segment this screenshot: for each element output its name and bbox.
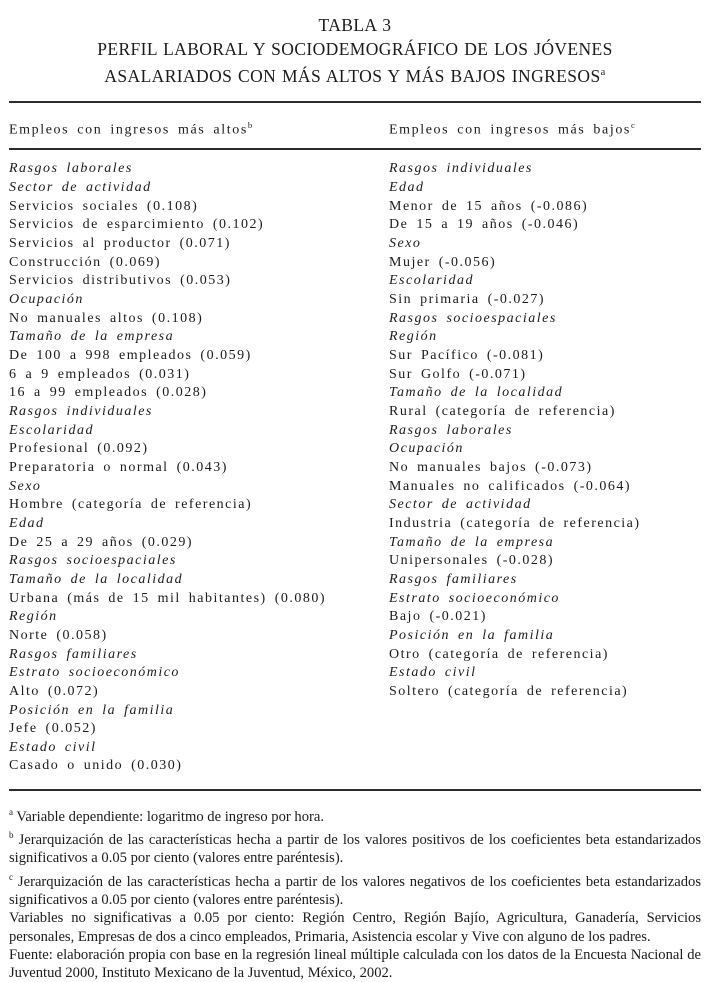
footnote: Variables no significativas a 0.05 por ciento: Región Centro, Región Bajío, Agricultura, Ganadería, Servicios personales, Empresas de dos a cinco empleados, Primaria, Asistencia escolar y Vive con alguno de los padres. bbox=[9, 910, 701, 945]
category-row: Rasgos laborales bbox=[389, 422, 513, 438]
category-row: Edad bbox=[389, 180, 425, 196]
item-row: Alto (0.072) bbox=[9, 683, 100, 699]
category-row: Escolaridad bbox=[9, 422, 94, 438]
item-row: Bajo (-0.021) bbox=[389, 609, 487, 625]
item-row: Rural (categoría de referencia) bbox=[389, 404, 616, 420]
item-row: No manuales altos (0.108) bbox=[9, 310, 204, 326]
category-row: Sector de actividad bbox=[389, 497, 532, 513]
category-row: Posición en la familia bbox=[9, 702, 175, 718]
category-row: Rasgos individuales bbox=[9, 404, 153, 420]
item-row: Menor de 15 años (-0.086) bbox=[389, 198, 589, 214]
category-row: Estrato socioeconómico bbox=[389, 590, 560, 606]
category-row: Rasgos socioespaciales bbox=[389, 310, 557, 326]
column-bajos bbox=[389, 160, 701, 776]
table-header-row bbox=[9, 116, 701, 140]
item-row: Sur Golfo (-0.071) bbox=[389, 366, 527, 382]
item-row: Manuales no calificados (-0.064) bbox=[389, 478, 632, 494]
item-row: Soltero (categoría de referencia) bbox=[389, 683, 629, 699]
item-row: De 15 a 19 años (-0.046) bbox=[389, 217, 580, 233]
category-row: Tamaño de la localidad bbox=[9, 571, 184, 587]
category-row: Sexo bbox=[9, 478, 42, 494]
table-body bbox=[9, 150, 701, 776]
item-row: Servicios al productor (0.071) bbox=[9, 236, 231, 252]
item-row: Profesional (0.092) bbox=[9, 441, 149, 457]
footnote-mark: a bbox=[9, 807, 14, 818]
category-row: Rasgos individuales bbox=[389, 161, 533, 177]
category-row: Rasgos familiares bbox=[9, 646, 138, 662]
category-row: Escolaridad bbox=[389, 273, 474, 289]
category-row: Ocupación bbox=[389, 441, 464, 457]
item-row: Jefe (0.052) bbox=[9, 721, 97, 737]
item-row: No manuales bajos (-0.073) bbox=[389, 459, 593, 475]
category-row: Tamaño de la empresa bbox=[9, 329, 175, 345]
category-row: Rasgos laborales bbox=[9, 161, 133, 177]
category-row: Sexo bbox=[389, 236, 422, 252]
category-row: Estado civil bbox=[9, 739, 97, 755]
category-row: Región bbox=[389, 329, 438, 345]
table-top-rule bbox=[9, 101, 701, 103]
item-row: Servicios de esparcimiento (0.102) bbox=[9, 217, 265, 233]
table-number: TABLA 3 bbox=[318, 15, 392, 35]
footnote: $^a$ Variable dependiente: logaritmo de ingreso por hora. bbox=[9, 807, 324, 825]
item-row: Casado o unido (0.030) bbox=[9, 758, 183, 774]
title-footnote-mark: a bbox=[600, 67, 606, 78]
category-row: Posición en la familia bbox=[389, 627, 555, 643]
header-footnote-mark-b: b bbox=[247, 119, 253, 130]
item-row: 16 a 99 empleados (0.028) bbox=[9, 385, 208, 401]
category-row: Tamaño de la empresa bbox=[389, 534, 555, 550]
table-title-block bbox=[9, 0, 701, 88]
footnote: $^b$ Jerarquización de las características hecha a partir de los valores positivos de los coeficientes beta estandarizados significativos a 0.05 por ciento (valores entre paréntesis). bbox=[9, 830, 701, 867]
item-row: Servicios sociales (0.108) bbox=[9, 198, 199, 214]
category-row: Estrato socioeconómico bbox=[9, 665, 180, 681]
item-row: De 100 a 998 empleados (0.059) bbox=[9, 348, 252, 364]
item-row: Sur Pacífico (-0.081) bbox=[389, 348, 545, 364]
item-row: Urbana (más de 15 mil habitantes) (0.080) bbox=[9, 590, 327, 606]
category-row: Ocupación bbox=[9, 292, 84, 308]
category-row: Edad bbox=[9, 515, 45, 531]
item-row: Unipersonales (-0.028) bbox=[389, 553, 555, 569]
item-row: Otro (categoría de referencia) bbox=[389, 646, 609, 662]
footnotes-block bbox=[9, 803, 701, 982]
column-altos bbox=[9, 160, 389, 776]
category-row: Región bbox=[9, 609, 58, 625]
table-title-line1: PERFIL LABORAL Y SOCIODEMOGRÁFICO DE LOS JÓVENES bbox=[97, 39, 613, 59]
category-row: Rasgos socioespaciales bbox=[9, 553, 177, 569]
item-row: Industria (categoría de referencia) bbox=[389, 515, 641, 531]
category-row: Tamaño de la localidad bbox=[389, 385, 564, 401]
item-row: Construcción (0.069) bbox=[9, 254, 161, 270]
footnote-mark: b bbox=[9, 830, 14, 841]
item-row: Mujer (-0.056) bbox=[389, 254, 497, 270]
footnote: $^c$ Jerarquización de las características hecha a partir de los valores negativos de los coeficientes beta estandarizados significativos a 0.05 por ciento (valores entre paréntesis). bbox=[9, 871, 701, 908]
item-row: Sin primaria (-0.027) bbox=[389, 292, 546, 308]
column-header-altos: Empleos con ingresos más altos$^b$ bbox=[9, 119, 253, 138]
column-header-bajos: Empleos con ingresos más bajos$^c$ bbox=[389, 119, 635, 138]
category-row: Rasgos familiares bbox=[389, 571, 518, 587]
category-row: Estado civil bbox=[389, 665, 477, 681]
footnote-mark: c bbox=[9, 871, 14, 882]
table-title-line2: ASALARIADOS CON MÁS ALTOS Y MÁS BAJOS INGRESOS$^a$ bbox=[104, 65, 606, 86]
category-row: Sector de actividad bbox=[9, 180, 152, 196]
table-bottom-rule bbox=[9, 789, 701, 791]
header-footnote-mark-c: c bbox=[630, 119, 635, 130]
item-row: 6 a 9 empleados (0.031) bbox=[9, 366, 191, 382]
item-row: De 25 a 29 años (0.029) bbox=[9, 534, 194, 550]
item-row: Hombre (categoría de referencia) bbox=[9, 497, 253, 513]
item-row: Norte (0.058) bbox=[9, 627, 108, 643]
item-row: Preparatoria o normal (0.043) bbox=[9, 459, 228, 475]
footnote: Fuente: elaboración propia con base en la regresión lineal múltiple calculada con los datos de la Encuesta Nacional de Juventud 2000, Instituto Mexicano de la Juventud, México, 2002. bbox=[9, 946, 701, 982]
item-row: Servicios distributivos (0.053) bbox=[9, 273, 232, 289]
